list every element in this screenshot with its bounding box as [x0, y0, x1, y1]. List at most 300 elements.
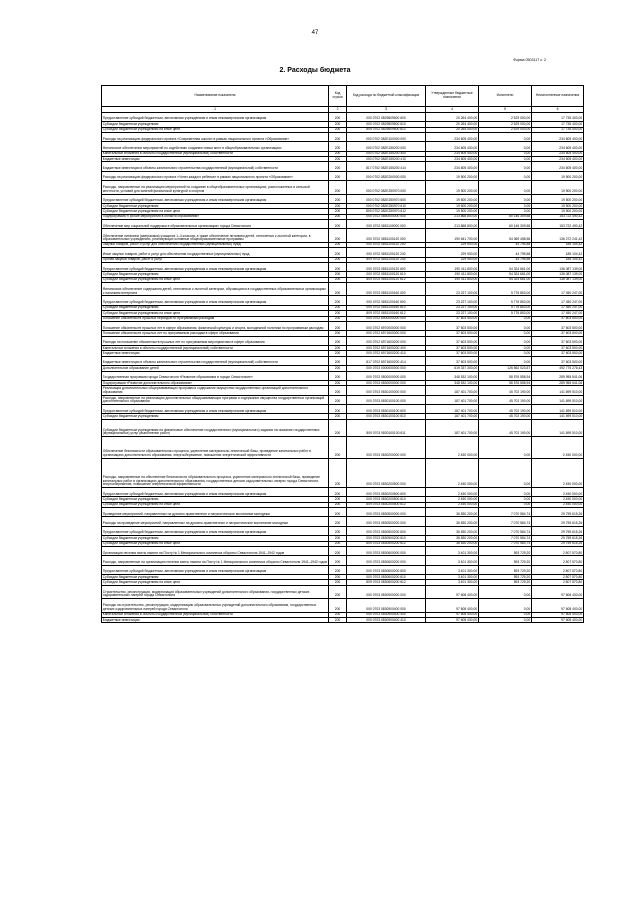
row-budget-code: 000 0702 082E155200 000 — [347, 142, 426, 151]
row-approved: 19 500 200,00 — [426, 181, 479, 194]
table-row — [102, 248, 584, 257]
row-executed: 0,00 — [479, 331, 532, 336]
row-approved: 187 401 700,00 — [426, 414, 479, 419]
row-name: Погашение обязательств прошлых периодов по программным расходам — [102, 316, 329, 321]
row-unexecuted: 17 450 247,00 — [532, 283, 584, 296]
row-unexecuted: 29 759 615,26 — [532, 536, 584, 541]
row-name: Обеспечение питанием (завтраками) учащихся 1–4 классов, а также обеспечение питанием детей, отнесенных к льготной категории, в образовательных учреждениях, реализующих основные общеобразовательные программы — [102, 229, 329, 242]
row-name: Прочая закупка товаров, работ и услуг — [102, 257, 329, 262]
row-budget-code: 000 0702 0829809500 610 — [347, 122, 426, 127]
row-name: Расходы на проведение мероприятий, направленных на духовно-нравственное и патриотическое воспитание молодежи — [102, 517, 329, 526]
row-budget-code: 000 0703 0830000000 000 — [347, 380, 426, 385]
table-row — [102, 508, 584, 517]
row-executed: 0,00 — [479, 316, 532, 321]
row-budget-code: 000 0702 082E250970 600 — [347, 194, 426, 203]
row-line-code: 200 — [329, 508, 347, 517]
row-executed: 0,00 — [479, 321, 532, 330]
row-name: Подпрограмма «Развитие дополнительного образования» — [102, 380, 329, 385]
table-row — [102, 526, 584, 535]
row-budget-code: 809 0702 0851100120 612 — [347, 277, 426, 282]
row-executed: 7 070 584,74 — [479, 541, 532, 546]
row-line-code: 200 — [329, 132, 347, 141]
row-approved: 20 264 400,00 — [426, 122, 479, 127]
row-executed: 45 702 190,00 — [479, 395, 532, 404]
row-approved: 234 605 400,00 — [426, 142, 479, 151]
table-row — [102, 617, 584, 622]
row-budget-code: 000 0702 0851100160 000 — [347, 283, 426, 296]
row-budget-code: 809 0703 0830100100 611 — [347, 419, 426, 436]
row-budget-code: 000 0703 0000000000 000 — [347, 366, 426, 371]
row-budget-code: 000 0703 0830600200 000 — [347, 556, 426, 565]
row-line-code: 200 — [329, 277, 347, 282]
row-name: Погашение обязательств прошлых лет в сфере образования, физической культуры и спорта, молодежной политики по программным расходам — [102, 321, 329, 330]
row-line-code: 200 — [329, 112, 347, 121]
table-row — [102, 437, 584, 458]
row-executed: 7 070 584,74 — [479, 517, 532, 526]
row-name: Подпрограмма «Прочие мероприятия в области образования» — [102, 214, 329, 219]
row-executed: 0,00 — [479, 351, 532, 356]
expenditure-table — [101, 85, 584, 623]
row-budget-code: 000 0703 0830900400 410 — [347, 617, 426, 622]
row-budget-code: 000 0702 0851100120 240 — [347, 248, 426, 257]
row-approved: 234 605 400,00 — [426, 132, 479, 141]
row-executed: 44 795,58 — [479, 242, 532, 247]
row-line-code: 200 — [329, 162, 347, 171]
row-unexecuted: 17 450 247,00 — [532, 296, 584, 305]
row-approved: 36 830 200,00 — [426, 508, 479, 517]
row-executed: 0,00 — [479, 203, 532, 208]
row-unexecuted: 17 450 247,00 — [532, 305, 584, 310]
table-row — [102, 220, 584, 229]
row-executed: 5 776 853,00 — [479, 296, 532, 305]
row-executed: 0,00 — [479, 356, 532, 365]
row-name: Субсидии бюджетным учреждениям — [102, 272, 329, 277]
row-unexecuted: 289 955 541,06 — [532, 371, 584, 380]
row-unexecuted: 141 699 510,00 — [532, 386, 584, 395]
row-unexecuted: 234 605 400,00 — [532, 162, 584, 171]
row-executed: 7 070 584,74 — [479, 526, 532, 535]
row-approved: 37 603 500,00 — [426, 346, 479, 351]
row-name: Субсидии бюджетным учреждениям на иные цели — [102, 580, 329, 585]
column-number: 2 — [329, 107, 347, 112]
row-budget-code: 809 0702 0851100120 244 — [347, 257, 426, 262]
row-approved: 97 608 400,00 — [426, 599, 479, 612]
row-name: Погашение обязательств прошлых лет по программным расходам в сфере образования — [102, 331, 329, 336]
row-name: Расходы, направленные на реализацию мероприятий по созданию в общеобразовательных организациях, расположенных в сельской местности, условий для занятий физической культурой и спортом — [102, 181, 329, 194]
row-executed: 0,00 — [479, 157, 532, 162]
row-unexecuted: 141 699 510,00 — [532, 419, 584, 436]
row-line-code: 200 — [329, 356, 347, 365]
row-approved: 2 450 000,00 — [426, 487, 479, 496]
row-approved: 2 450 000,00 — [426, 458, 479, 487]
row-name: Финансовое обеспечение содержания детей, отнесенных к льготной категории, обучающихся в государственных образовательных организациях с наличием интерната — [102, 283, 329, 296]
row-executed: 44 795,58 — [479, 248, 532, 257]
column-number: 4 — [426, 107, 479, 112]
table-row — [102, 283, 584, 296]
row-line-code: 200 — [329, 311, 347, 316]
row-budget-code: 000 0702 0850000000 000 — [347, 214, 426, 219]
row-executed: 0,00 — [479, 171, 532, 180]
row-executed: 5 776 853,00 — [479, 311, 532, 316]
row-name: Субсидии бюджетным учреждениям на финансовое обеспечение государственного (муниципального) задания на оказание государственных (муниципальных) услуг (выполнение работ) — [102, 419, 329, 436]
row-unexecuted: 37 603 500,00 — [532, 336, 584, 345]
row-approved: 20 264 400,00 — [426, 127, 479, 132]
row-approved: 19 500 200,00 — [426, 203, 479, 208]
row-line-code: 200 — [329, 248, 347, 257]
row-line-code: 200 — [329, 151, 347, 156]
row-budget-code: 000 0702 0851100160 600 — [347, 296, 426, 305]
table-header-row — [102, 86, 584, 107]
header-name: Наименование показателя — [102, 86, 329, 107]
row-approved: 23 227 100,00 — [426, 311, 479, 316]
row-line-code: 200 — [329, 405, 347, 414]
row-line-code: 200 — [329, 536, 347, 541]
table-row — [102, 296, 584, 305]
row-approved: 348 532 100,00 — [426, 380, 479, 385]
row-name: Субсидии бюджетным учреждениям — [102, 414, 329, 419]
row-executed: 0,00 — [479, 162, 532, 171]
row-unexecuted: 2 450 000,00 — [532, 497, 584, 502]
row-name: Расходы на строительство, реконструкцию, модернизацию образовательных учреждений дополнительного образования, государственных детских оздоровительных лагерей города Севастополя — [102, 599, 329, 612]
row-approved: 37 603 500,00 — [426, 356, 479, 365]
row-budget-code: 000 0703 0830100100 000 — [347, 395, 426, 404]
row-approved: 97 608 400,00 — [426, 585, 479, 598]
row-budget-code: 000 0703 0830500000 000 — [347, 508, 426, 517]
row-name: Предоставление субсидий бюджетным, автономным учреждениям и иным некоммерческим организациям — [102, 112, 329, 121]
row-unexecuted: 97 608 400,00 — [532, 585, 584, 598]
row-unexecuted: 141 699 510,00 — [532, 395, 584, 404]
row-approved: 97 608 400,00 — [426, 617, 479, 622]
row-executed: 126 562 023,57 — [479, 366, 532, 371]
row-executed: 0,00 — [479, 209, 532, 214]
row-approved: 2 450 000,00 — [426, 502, 479, 507]
row-budget-code: 000 0703 0800000000 000 — [347, 371, 426, 380]
row-unexecuted: 136 087 139,00 — [532, 277, 584, 282]
row-line-code: 200 — [329, 220, 347, 229]
header-executed: Исполнено — [479, 86, 532, 107]
row-line-code: 200 — [329, 497, 347, 502]
row-line-code: 200 — [329, 229, 347, 242]
row-executed: 0,00 — [479, 497, 532, 502]
row-approved: 19 500 200,00 — [426, 194, 479, 203]
table-row — [102, 262, 584, 271]
table-row — [102, 458, 584, 487]
row-unexecuted: 153 722 490,42 — [532, 214, 584, 219]
row-executed: 45 702 190,00 — [479, 405, 532, 414]
row-executed: 0,00 — [479, 151, 532, 156]
table-row — [102, 171, 584, 180]
header-line-code: Код строки — [329, 86, 347, 107]
table-row — [102, 321, 584, 330]
row-unexecuted: 29 759 615,26 — [532, 517, 584, 526]
row-unexecuted: 37 603 500,00 — [532, 351, 584, 356]
row-unexecuted: 289 955 541,06 — [532, 380, 584, 385]
row-executed: 2 529 000,00 — [479, 112, 532, 121]
row-approved: 3 401 300,00 — [426, 580, 479, 585]
row-line-code: 200 — [329, 556, 347, 565]
row-budget-code: 809 0703 0830600200 612 — [347, 580, 426, 585]
row-name: Субсидии бюджетным учреждениям на иные цели — [102, 541, 329, 546]
row-line-code: 200 — [329, 346, 347, 351]
row-line-code: 200 — [329, 214, 347, 219]
row-name: Расходы, направленные на обеспечение безопасности образовательного процесса, укрепление материально-технической базы, проведение капитальных работ в организациях дополнительного образования, государственных детских оздоровительных лагерях города Севастополя, энергосбережение, повышение энергетической эффективности — [102, 458, 329, 487]
row-unexecuted: 492 775 276,43 — [532, 366, 584, 371]
row-unexecuted: 19 500 200,00 — [532, 171, 584, 180]
row-line-code: 200 — [329, 386, 347, 395]
row-unexecuted: 97 608 400,00 — [532, 599, 584, 612]
row-name: Расходы на погашение обязательств прошлых лет по программным мероприятиям в сфере образования — [102, 336, 329, 345]
row-budget-code: 817 0702 6971600200 414 — [347, 356, 426, 365]
row-line-code: 200 — [329, 272, 347, 277]
row-approved: 23 227 100,00 — [426, 305, 479, 310]
row-executed: 44 795,58 — [479, 257, 532, 262]
row-unexecuted: 29 759 615,26 — [532, 526, 584, 535]
row-budget-code: 817 0702 082E155200 414 — [347, 162, 426, 171]
table-row — [102, 371, 584, 380]
row-line-code: 200 — [329, 414, 347, 419]
row-unexecuted: 234 605 400,00 — [532, 151, 584, 156]
row-unexecuted: 17 735 400,00 — [532, 127, 584, 132]
row-line-code: 200 — [329, 194, 347, 203]
row-line-code: 200 — [329, 209, 347, 214]
row-approved: 2 450 000,00 — [426, 437, 479, 458]
row-budget-code: 000 0703 0830200500 610 — [347, 497, 426, 502]
row-line-code: 200 — [329, 419, 347, 436]
row-line-code: 200 — [329, 142, 347, 151]
row-approved: 36 830 200,00 — [426, 536, 479, 541]
row-budget-code: 000 0703 0830900400 000 — [347, 599, 426, 612]
row-approved: 190 411 800,00 — [426, 277, 479, 282]
table-row — [102, 599, 584, 612]
row-budget-code: 000 0702 0851100120 610 — [347, 272, 426, 277]
row-unexecuted: 136 087 139,00 — [532, 262, 584, 271]
row-budget-code: 000 0702 082E155200 410 — [347, 157, 426, 162]
row-name: Бюджетные инвестиции — [102, 351, 329, 356]
row-name: Субсидии бюджетным учреждениям — [102, 536, 329, 541]
row-approved: 37 603 500,00 — [426, 336, 479, 345]
row-unexecuted: 2 450 000,00 — [532, 502, 584, 507]
row-line-code: 200 — [329, 371, 347, 380]
row-line-code: 200 — [329, 122, 347, 127]
row-name: Реализация дополнительных общеразвивающих программ и содержание имущества государственных организаций дополнительного образования — [102, 386, 329, 395]
row-executed: 0,00 — [479, 458, 532, 487]
row-executed: 54 324 661,00 — [479, 272, 532, 277]
row-name: Предоставление субсидий бюджетным, автономным учреждениям и иным некоммерческим организациям — [102, 194, 329, 203]
row-line-code: 200 — [329, 487, 347, 496]
row-line-code: 200 — [329, 283, 347, 296]
row-budget-code: 000 0702 082E200000 000 — [347, 171, 426, 180]
row-line-code: 200 — [329, 575, 347, 580]
row-budget-code: 000 0702 0851100120 600 — [347, 262, 426, 271]
row-unexecuted: 37 603 500,00 — [532, 346, 584, 351]
row-approved: 187 401 700,00 — [426, 419, 479, 436]
row-executed: 5 776 853,00 — [479, 305, 532, 310]
table-row — [102, 162, 584, 171]
row-budget-code: 000 0702 6971600200 400 — [347, 346, 426, 351]
row-budget-code: 000 0703 0830200000 000 — [347, 437, 426, 458]
column-number: 1 — [102, 107, 329, 112]
row-budget-code: 000 0703 0830100000 000 — [347, 386, 426, 395]
row-name: Проведение мероприятий, направленных на духовно-нравственное и патриотическое воспитание молодежи — [102, 508, 329, 517]
row-line-code: 200 — [329, 336, 347, 345]
row-budget-code: 000 0702 0851100160 610 — [347, 305, 426, 310]
row-line-code: 200 — [329, 617, 347, 622]
row-name: Государственная программа города Севастополя «Развитие образования в городе Севастополе» — [102, 371, 329, 380]
row-line-code: 200 — [329, 316, 347, 321]
row-approved: 3 401 300,00 — [426, 565, 479, 574]
row-executed: 593 729,20 — [479, 556, 532, 565]
row-executed: 0,00 — [479, 142, 532, 151]
row-budget-code: 000 0702 082E155200 400 — [347, 151, 426, 156]
row-line-code: 200 — [329, 395, 347, 404]
table-row — [102, 546, 584, 555]
row-line-code: 200 — [329, 458, 347, 487]
row-budget-code: 809 0702 082E250970 612 — [347, 209, 426, 214]
row-unexecuted: 153 722 490,42 — [532, 220, 584, 229]
row-name: Предоставление субсидий бюджетным, автономным учреждениям и иным некоммерческим организациям — [102, 262, 329, 271]
row-executed: 60 146 309,58 — [479, 214, 532, 219]
row-unexecuted: 185 104,42 — [532, 242, 584, 247]
row-approved: 3 401 300,00 — [426, 546, 479, 555]
row-line-code: 200 — [329, 502, 347, 507]
row-budget-code: 000 0702 0851100120 200 — [347, 242, 426, 247]
row-executed: 0,00 — [479, 437, 532, 458]
row-executed: 0,00 — [479, 487, 532, 496]
row-executed: 593 729,20 — [479, 575, 532, 580]
row-budget-code: 809 0703 0830200500 612 — [347, 502, 426, 507]
row-budget-code: 000 0703 0830600000 000 — [347, 546, 426, 555]
row-executed: 2 529 000,00 — [479, 122, 532, 127]
table-row — [102, 386, 584, 395]
row-line-code: 200 — [329, 546, 347, 555]
table-row — [102, 336, 584, 345]
table-row — [102, 487, 584, 496]
table-row — [102, 556, 584, 565]
row-budget-code: 000 0703 0830200500 000 — [347, 458, 426, 487]
row-line-code: 200 — [329, 541, 347, 546]
row-executed: 58 576 558,94 — [479, 371, 532, 380]
row-name: Предоставление субсидий бюджетным, автономным учреждениям и иным некоммерческим организациям — [102, 405, 329, 414]
row-line-code: 200 — [329, 526, 347, 535]
row-name: Финансовое обеспечение мероприятий по содействию созданию новых мест в общеобразовательных организациях — [102, 142, 329, 151]
row-name: Предоставление субсидий бюджетным, автономным учреждениям и иным некоммерческим организациям — [102, 526, 329, 535]
header-budget-code: Код расхода по бюджетной классификации — [347, 86, 426, 107]
row-line-code: 200 — [329, 599, 347, 612]
row-name: Иные закупки товаров, работ и услуг для обеспечения государственных (муниципальных) нужд — [102, 248, 329, 257]
header-unexecuted: Неисполненные назначения — [532, 86, 584, 107]
row-executed: 2 529 000,00 — [479, 127, 532, 132]
row-budget-code: 000 0702 6971600200 000 — [347, 336, 426, 345]
row-approved: 23 227 100,00 — [426, 283, 479, 296]
table-row — [102, 181, 584, 194]
row-budget-code: 809 0703 0830500200 612 — [347, 541, 426, 546]
table-row — [102, 194, 584, 203]
row-approved: 36 830 200,00 — [426, 541, 479, 546]
column-number: 5 — [479, 107, 532, 112]
row-line-code: 200 — [329, 262, 347, 271]
table-row — [102, 585, 584, 598]
row-unexecuted: 19 500 200,00 — [532, 203, 584, 208]
row-approved: 37 603 500,00 — [426, 316, 479, 321]
row-unexecuted: 185 104,42 — [532, 248, 584, 257]
row-approved: 187 401 700,00 — [426, 405, 479, 414]
row-name: Субсидии бюджетным учреждениям — [102, 497, 329, 502]
table-row — [102, 565, 584, 574]
row-unexecuted: 29 759 615,26 — [532, 508, 584, 517]
row-executed: 593 729,20 — [479, 546, 532, 555]
row-unexecuted: 2 450 000,00 — [532, 458, 584, 487]
row-budget-code: 000 0702 082E100000 000 — [347, 132, 426, 141]
table-row — [102, 229, 584, 242]
row-name: Капитальные вложения в объекты государственной (муниципальной) собственности — [102, 612, 329, 617]
row-budget-code: 000 0703 0830500200 600 — [347, 526, 426, 535]
row-name: Субсидии бюджетным учреждениям — [102, 305, 329, 310]
row-approved: 37 603 500,00 — [426, 351, 479, 356]
row-approved: 3 401 300,00 — [426, 575, 479, 580]
row-name: Расходы, направленные на организацию несения вахты памяти на Посту № 1 Мемориального комплекса обороны Севастополя 1941–1942 годов — [102, 556, 329, 565]
row-name: Организация несения вахты памяти на Посту № 1 Мемориального комплекса обороны Севастополя 1941–1942 годов — [102, 546, 329, 555]
row-name: Закупка товаров, работ и услуг для обеспечения государственных (муниципальных) нужд — [102, 242, 329, 247]
row-budget-code: 000 0702 0829809500 600 — [347, 112, 426, 121]
row-line-code: 200 — [329, 321, 347, 330]
row-unexecuted: 185 104,42 — [532, 257, 584, 262]
row-approved: 234 605 400,00 — [426, 162, 479, 171]
row-line-code: 200 — [329, 157, 347, 162]
row-executed: 0,00 — [479, 181, 532, 194]
row-executed: 7 070 584,74 — [479, 508, 532, 517]
row-line-code: 200 — [329, 242, 347, 247]
row-executed: 0,00 — [479, 599, 532, 612]
row-unexecuted: 2 807 570,80 — [532, 565, 584, 574]
row-unexecuted: 37 603 500,00 — [532, 356, 584, 365]
row-approved: 190 411 800,00 — [426, 262, 479, 271]
row-name: Строительство, реконструкция, модернизация образовательных учреждений дополнительного образования, государственных детских оздоровительных лагерей города Севастополя — [102, 585, 329, 598]
row-name: Расходы на реализацию федерального проекта «Современная школа» в рамках национального проекта «Образование» — [102, 132, 329, 141]
row-executed: 0,00 — [479, 132, 532, 141]
row-name: Капитальные вложения в объекты государственной (муниципальной) собственности — [102, 151, 329, 156]
row-name: Субсидии бюджетным учреждениям на иные цели — [102, 502, 329, 507]
row-unexecuted: 97 608 400,00 — [532, 617, 584, 622]
row-budget-code: 000 0702 0851100120 000 — [347, 229, 426, 242]
row-executed: 0,00 — [479, 502, 532, 507]
row-name: Дополнительное образование детей — [102, 366, 329, 371]
row-budget-code: 000 0703 0830900400 400 — [347, 612, 426, 617]
row-line-code: 200 — [329, 612, 347, 617]
row-budget-code: 000 0702 082E250970 000 — [347, 181, 426, 194]
row-line-code: 200 — [329, 257, 347, 262]
row-budget-code: 000 0703 0830600200 600 — [347, 565, 426, 574]
row-name: Предоставление субсидий бюджетным, автономным учреждениям и иным некоммерческим организациям — [102, 565, 329, 574]
row-name: Капитальные вложения в объекты государственной (муниципальной) собственности — [102, 346, 329, 351]
row-approved: 3 401 300,00 — [426, 556, 479, 565]
row-name: Расходы, направленные на реализацию дополнительных общеразвивающих программ и содержание имущества государственных организаций дополнительного образования — [102, 395, 329, 404]
row-budget-code: 000 0703 0830100100 600 — [347, 405, 426, 414]
row-approved: 229 900,00 — [426, 248, 479, 257]
row-executed: 0,00 — [479, 585, 532, 598]
row-approved: 36 830 200,00 — [426, 517, 479, 526]
row-name: Субсидии бюджетным учреждениям на иные цели — [102, 209, 329, 214]
row-executed: 54 369 458,58 — [479, 229, 532, 242]
row-line-code: 200 — [329, 351, 347, 356]
row-approved: 97 608 400,00 — [426, 612, 479, 617]
table-row — [102, 132, 584, 141]
row-name: Субсидии бюджетным учреждениям на иные цели — [102, 127, 329, 132]
row-name: Бюджетные инвестиции в объекты капитального строительства государственной (муниципальной) собственности — [102, 162, 329, 171]
row-budget-code: 000 0702 6971600200 410 — [347, 351, 426, 356]
row-name: Бюджетные инвестиции в объекты капитального строительства государственной (муниципальной) собственности — [102, 356, 329, 365]
row-name: Обеспечение мер социальной поддержки в образовательных организациях города Севастополя — [102, 220, 329, 229]
row-budget-code: 000 0703 0830100100 610 — [347, 414, 426, 419]
